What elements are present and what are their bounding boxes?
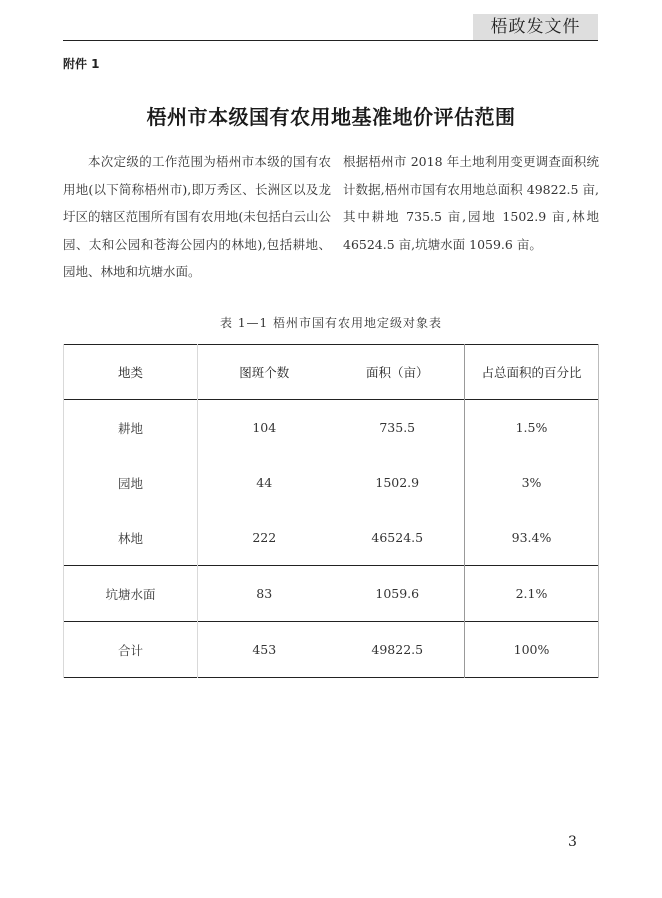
body-column-left bbox=[63, 148, 331, 286]
cell-land-type: 坑塘水面 bbox=[64, 566, 198, 622]
body-column-right bbox=[343, 148, 599, 258]
table-total-row bbox=[64, 622, 599, 678]
header-area: 面积（亩） bbox=[365, 365, 429, 380]
table-row bbox=[64, 400, 599, 456]
cell-percent: 3% bbox=[465, 455, 599, 510]
cell-percent: 100% bbox=[465, 622, 599, 678]
header-rule bbox=[63, 40, 598, 41]
header-parcel-count: 图斑个数 bbox=[198, 345, 331, 400]
cell-percent: 1.5% bbox=[465, 400, 599, 456]
attachment-label: 附件 1 bbox=[63, 57, 100, 71]
cell-count: 83 bbox=[198, 566, 331, 622]
table-header-row bbox=[64, 345, 599, 400]
cell-percent: 93.4% bbox=[465, 510, 599, 566]
cell-area: 46524.5 bbox=[371, 530, 424, 545]
cell-land-type: 园地 bbox=[64, 455, 198, 510]
cell-count: 222 bbox=[198, 510, 331, 566]
body-paragraph-right: 根据梧州市 2018 年土地利用变更调查面积统计数据,梧州市国有农用地总面积 49822.5 亩,其中耕地 735.5 亩,园地 1502.9 亩,林地 46524.5 亩,坑塘水面 1059.6 亩。 bbox=[343, 154, 599, 252]
land-classification-table bbox=[63, 344, 598, 678]
document-series-tag: 梧政发文件 bbox=[473, 14, 598, 40]
page-number: 3 bbox=[568, 834, 577, 850]
page-title: 梧州市本级国有农用地基准地价评估范围 bbox=[146, 105, 516, 129]
cell-area: 1059.6 bbox=[375, 586, 420, 601]
table-row bbox=[64, 455, 599, 510]
header-percent: 占总面积的百分比 bbox=[465, 345, 599, 400]
cell-percent: 2.1% bbox=[465, 566, 599, 622]
cell-count: 44 bbox=[198, 455, 331, 510]
body-paragraph-left: 本次定级的工作范围为梧州市本级的国有农用地(以下简称梧州市),即万秀区、长洲区以及龙圩区的辖区范围所有国有农用地(未包括白云山公园、太和公园和苍海公园内的林地),包括耕地、园地、林地和坑塘水面。 bbox=[63, 154, 331, 279]
table-caption: 表 1—1 梧州市国有农用地定级对象表 bbox=[220, 316, 442, 330]
table-row bbox=[64, 510, 599, 566]
cell-land-type: 林地 bbox=[64, 510, 198, 566]
cell-area: 49822.5 bbox=[371, 642, 424, 657]
cell-land-type: 合计 bbox=[64, 622, 198, 678]
cell-area: 1502.9 bbox=[375, 475, 420, 490]
cell-count: 453 bbox=[198, 622, 331, 678]
cell-land-type: 耕地 bbox=[64, 400, 198, 456]
table-row bbox=[64, 566, 599, 622]
cell-count: 104 bbox=[198, 400, 331, 456]
header-land-type: 地类 bbox=[64, 345, 198, 400]
cell-area: 735.5 bbox=[379, 420, 416, 435]
